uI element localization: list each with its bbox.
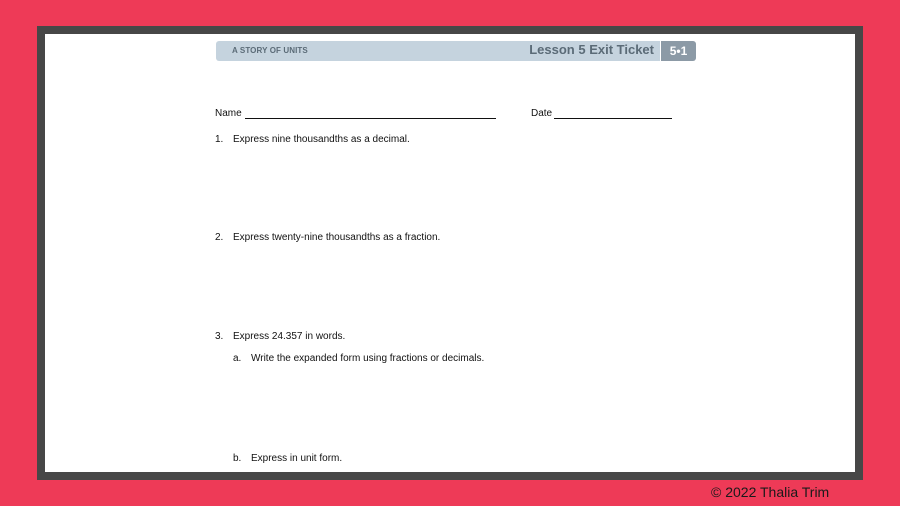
question-number: 2. [215, 232, 224, 243]
header-band [216, 41, 660, 61]
series-label: A STORY OF UNITS [232, 46, 308, 55]
question-text: Express twenty-nine thousandths as a fraction. [233, 232, 441, 243]
question-text: Express nine thousandths as a decimal. [233, 134, 410, 145]
date-label: Date [531, 108, 553, 119]
question-2 [215, 232, 440, 243]
name-label: Name [215, 108, 242, 119]
copyright-notice: © 2022 Thalia Trim [711, 484, 830, 500]
subquestion-letter: a. [233, 353, 242, 364]
worksheet-page [45, 34, 855, 472]
slide-frame [37, 26, 863, 480]
question-3 [215, 331, 345, 342]
question-number: 1. [215, 134, 224, 145]
lesson-title: Lesson 5 Exit Ticket [529, 42, 654, 57]
question-number: 3. [215, 331, 224, 342]
question-1 [215, 134, 410, 145]
subquestion-letter: b. [233, 453, 242, 464]
subquestion-text: Express in unit form. [251, 453, 343, 464]
question-text: Express 24.357 in words. [233, 331, 346, 342]
subquestion-a [233, 353, 484, 364]
subquestion-text: Write the expanded form using fractions or decimals. [251, 353, 485, 364]
subquestion-b [233, 453, 342, 464]
name-line[interactable] [245, 118, 496, 119]
lesson-badge: 5•1 [661, 41, 696, 61]
date-line[interactable] [554, 118, 672, 119]
